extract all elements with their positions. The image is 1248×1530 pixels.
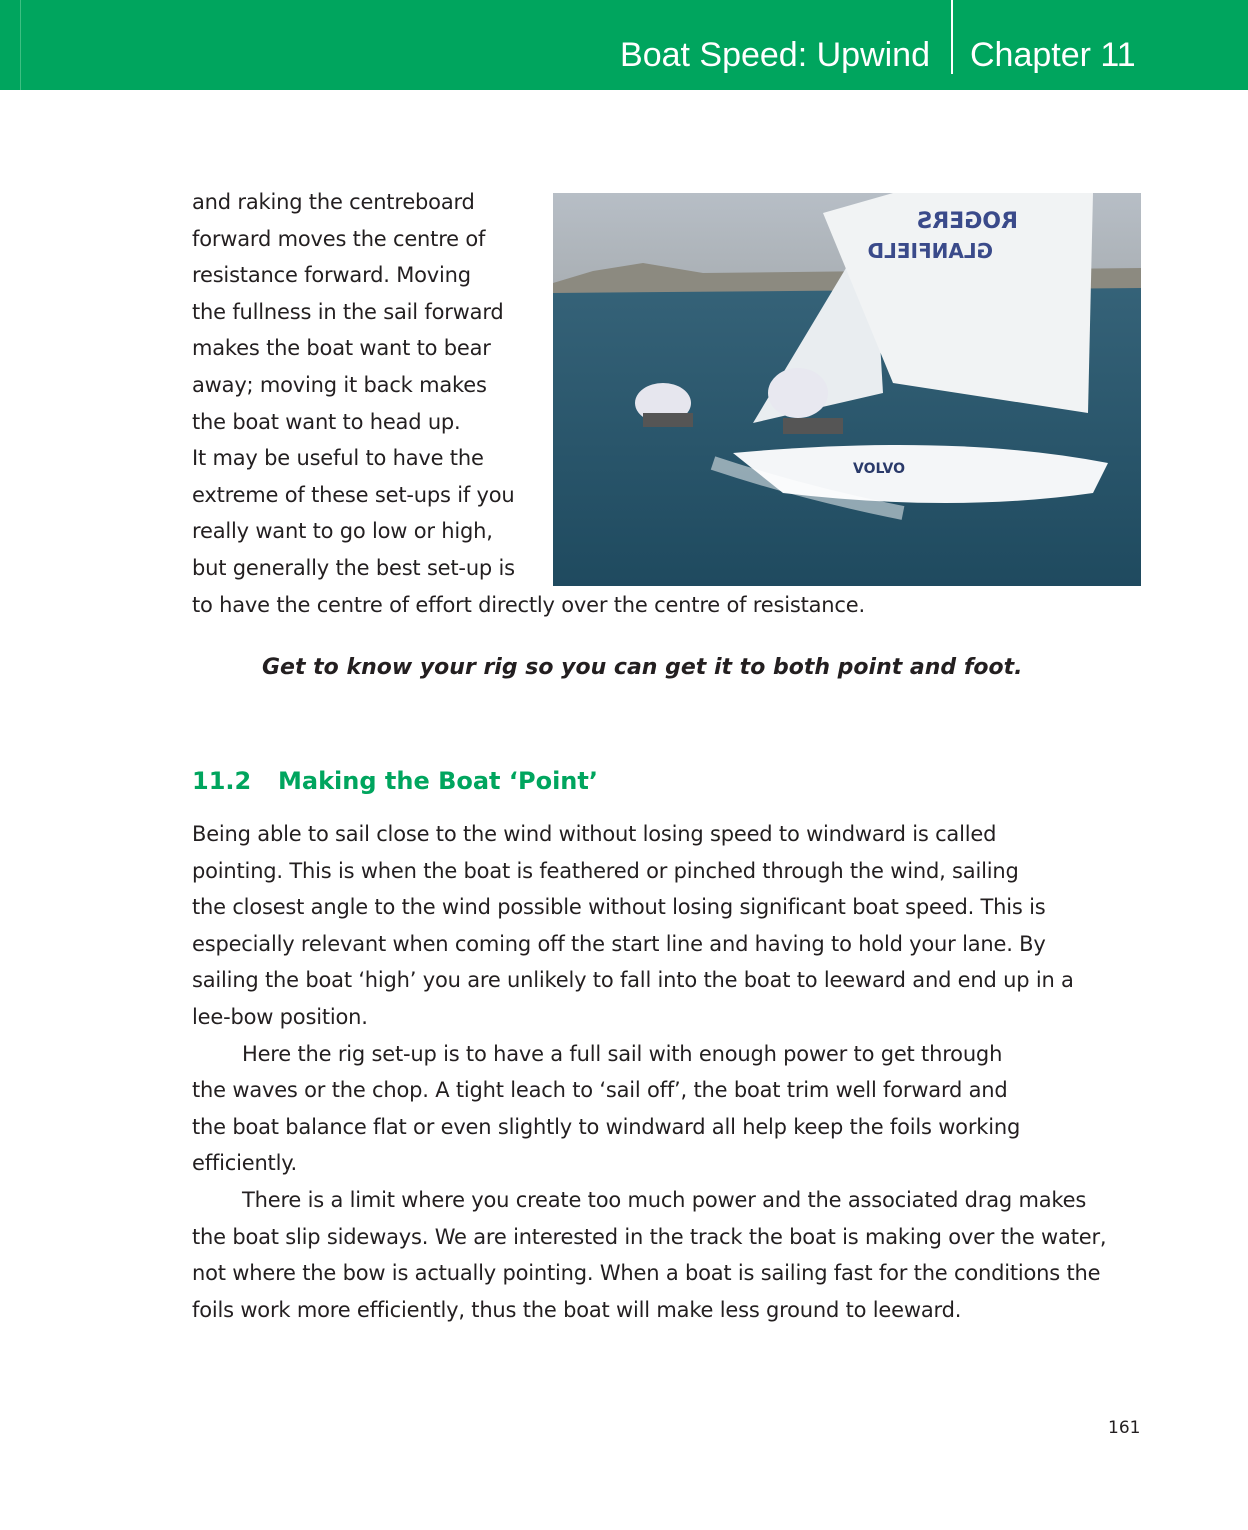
- text-line: the closest angle to the wind possible without losing significant boat speed. This is: [192, 895, 1046, 920]
- text-line: the fullness in the sail forward: [192, 299, 504, 324]
- header-section-title: Boat Speed: Upwind: [620, 36, 930, 74]
- text-line: away; moving it back makes: [192, 373, 487, 397]
- text-line: and raking the centreboard: [192, 190, 475, 214]
- section-number: 11.2: [192, 767, 252, 795]
- text-line: the boat balance flat or even slightly to windward all help keep the foils working: [192, 1114, 1021, 1139]
- text-line: efficiently.: [192, 1151, 297, 1176]
- text-line: the boat slip sideways. We are interested in the track the boat is making over the water,: [192, 1224, 1107, 1249]
- text-line: Here the rig set-up is to have a full sail with enough power to get through: [242, 1041, 1003, 1066]
- text-line: makes the boat want to bear: [192, 336, 491, 361]
- text-line: to have the centre of effort directly over the centre of resistance.: [192, 592, 865, 617]
- text-line: There is a limit where you create too much power and the associated drag makes: [242, 1188, 1087, 1212]
- text-line: but generally the best set-up is: [192, 556, 515, 580]
- sail-lettering-1: ROGERS: [916, 209, 1018, 234]
- text-line: forward moves the centre of: [192, 226, 486, 251]
- text-line: foils work more efficiently, thus the boat will make less ground to leeward.: [192, 1297, 962, 1322]
- text-line: the waves or the chop. A tight leach to ‘sail off’, the boat trim well forward and: [192, 1078, 1008, 1103]
- section-title: Making the Boat ‘Point’: [278, 767, 598, 795]
- text-line: the boat want to head up.: [192, 409, 461, 434]
- text-line: really want to go low or high,: [192, 519, 493, 544]
- header-divider: [951, 0, 953, 74]
- text-line: especially relevant when coming off the start line and having to hold your lane. By: [192, 931, 1046, 956]
- pull-quote: Get to know your rig so you can get it to both point and foot.: [262, 655, 1023, 680]
- text-line: lee-bow position.: [192, 1005, 368, 1029]
- sail-lettering-2: GLANFIELD: [867, 239, 993, 263]
- text-line: It may be useful to have the: [192, 446, 484, 471]
- text-line: resistance forward. Moving: [192, 263, 471, 288]
- header-edge-line: [20, 0, 21, 90]
- hull-lettering: VOLVO: [853, 461, 905, 477]
- section-heading: [192, 767, 598, 795]
- text-line: not where the bow is actually pointing. When a boat is sailing fast for the conditions the: [192, 1261, 1101, 1286]
- header-chapter: Chapter 11: [970, 36, 1136, 74]
- page-number: 161: [1108, 1418, 1141, 1438]
- text-line: pointing. This is when the boat is feathered or pinched through the wind, sailing: [192, 858, 1019, 883]
- text-line: Being able to sail close to the wind without losing speed to windward is called: [192, 822, 997, 846]
- text-line: extreme of these set-ups if you: [192, 482, 515, 507]
- sailing-dinghy-photo: [553, 193, 1141, 586]
- text-line: sailing the boat ‘high’ you are unlikely to fall into the boat to leeward and end up in a: [192, 968, 1074, 993]
- chapter-header: [0, 0, 1248, 90]
